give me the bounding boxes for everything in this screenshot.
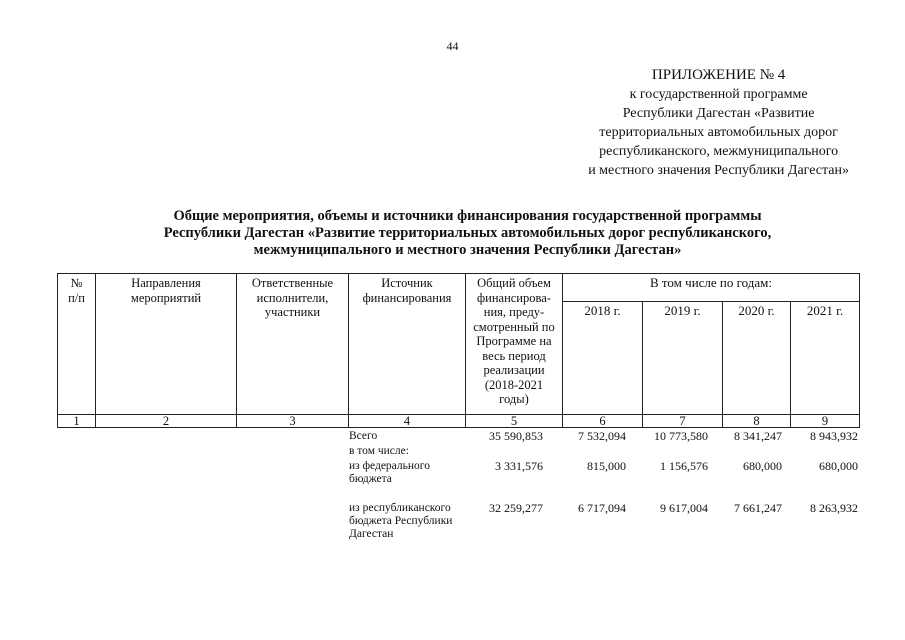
page-number: 44 (446, 39, 459, 53)
column-number: 7 (643, 415, 723, 428)
header-directions: Направления мероприятий (96, 274, 237, 415)
value-2020: 680,000 (743, 459, 782, 473)
column-number: 9 (791, 415, 860, 428)
source-label: Всего (349, 430, 378, 442)
appendix-header (588, 66, 849, 180)
column-numbers-row (58, 415, 860, 428)
appendix-line: к государственной программе (629, 87, 808, 102)
title-line: межмуниципального и местного значения Республики Дагестан» (253, 242, 682, 258)
value-2018: 6 717,094 (578, 501, 626, 515)
header-year-2020: 2020 г. (723, 302, 791, 415)
value-2019: 1 156,576 (660, 459, 708, 473)
value-2019: 9 617,004 (660, 501, 708, 515)
header-year-2021: 2021 г. (791, 302, 860, 415)
document-title (100, 208, 835, 259)
value-2018: 815,000 (587, 459, 626, 473)
column-number: 8 (723, 415, 791, 428)
value-2021: 8 943,932 (810, 429, 858, 443)
appendix-line: территориальных автомобильных дорог (599, 125, 838, 140)
column-number: 6 (563, 415, 643, 428)
column-number: 5 (466, 415, 563, 428)
header-total: Общий объем финансирова- ния, преду- смотренный по Программе на весь период реализации (2018-2021 годы) (466, 274, 563, 415)
header-year-2018: 2018 г. (563, 302, 643, 415)
header-year-2019: 2019 г. (643, 302, 723, 415)
value-2021: 8 263,932 (810, 501, 858, 515)
source-label: из республиканского бюджета Республики Дагестан (349, 502, 453, 540)
value-total: 35 590,853 (489, 429, 543, 443)
appendix-line: Республики Дагестан «Развитие (622, 106, 815, 121)
header-source: Источник финансирования (349, 274, 466, 415)
title-line: Общие мероприятия, объемы и источники финансирования государственной программы (173, 208, 762, 224)
value-2020: 8 341,247 (734, 429, 782, 443)
column-number: 4 (349, 415, 466, 428)
value-2018: 7 532,094 (578, 429, 626, 443)
header-executors: Ответственные исполнители, участники (237, 274, 349, 415)
value-total: 3 331,576 (495, 459, 543, 473)
value-2020: 7 661,247 (734, 501, 782, 515)
header-by-years: В том числе по годам: (563, 274, 860, 302)
value-2019: 10 773,580 (654, 429, 708, 443)
appendix-line: и местного значения Республики Дагестан» (588, 163, 849, 178)
source-label: в том числе: (349, 445, 409, 457)
column-number: 3 (237, 415, 349, 428)
value-total: 32 259,277 (489, 501, 543, 515)
title-line: Республики Дагестан «Развитие территориальных автомобильных дорог республиканского, (163, 225, 772, 241)
appendix-line: республиканского, межмуниципального (599, 144, 839, 159)
value-2021: 680,000 (819, 459, 858, 473)
column-number: 2 (96, 415, 237, 428)
source-label: из федерального бюджета (349, 460, 430, 485)
header-number: № п/п (58, 274, 96, 415)
column-number: 1 (58, 415, 96, 428)
financing-table-header (57, 273, 860, 428)
appendix-title: ПРИЛОЖЕНИЕ № 4 (651, 67, 786, 83)
